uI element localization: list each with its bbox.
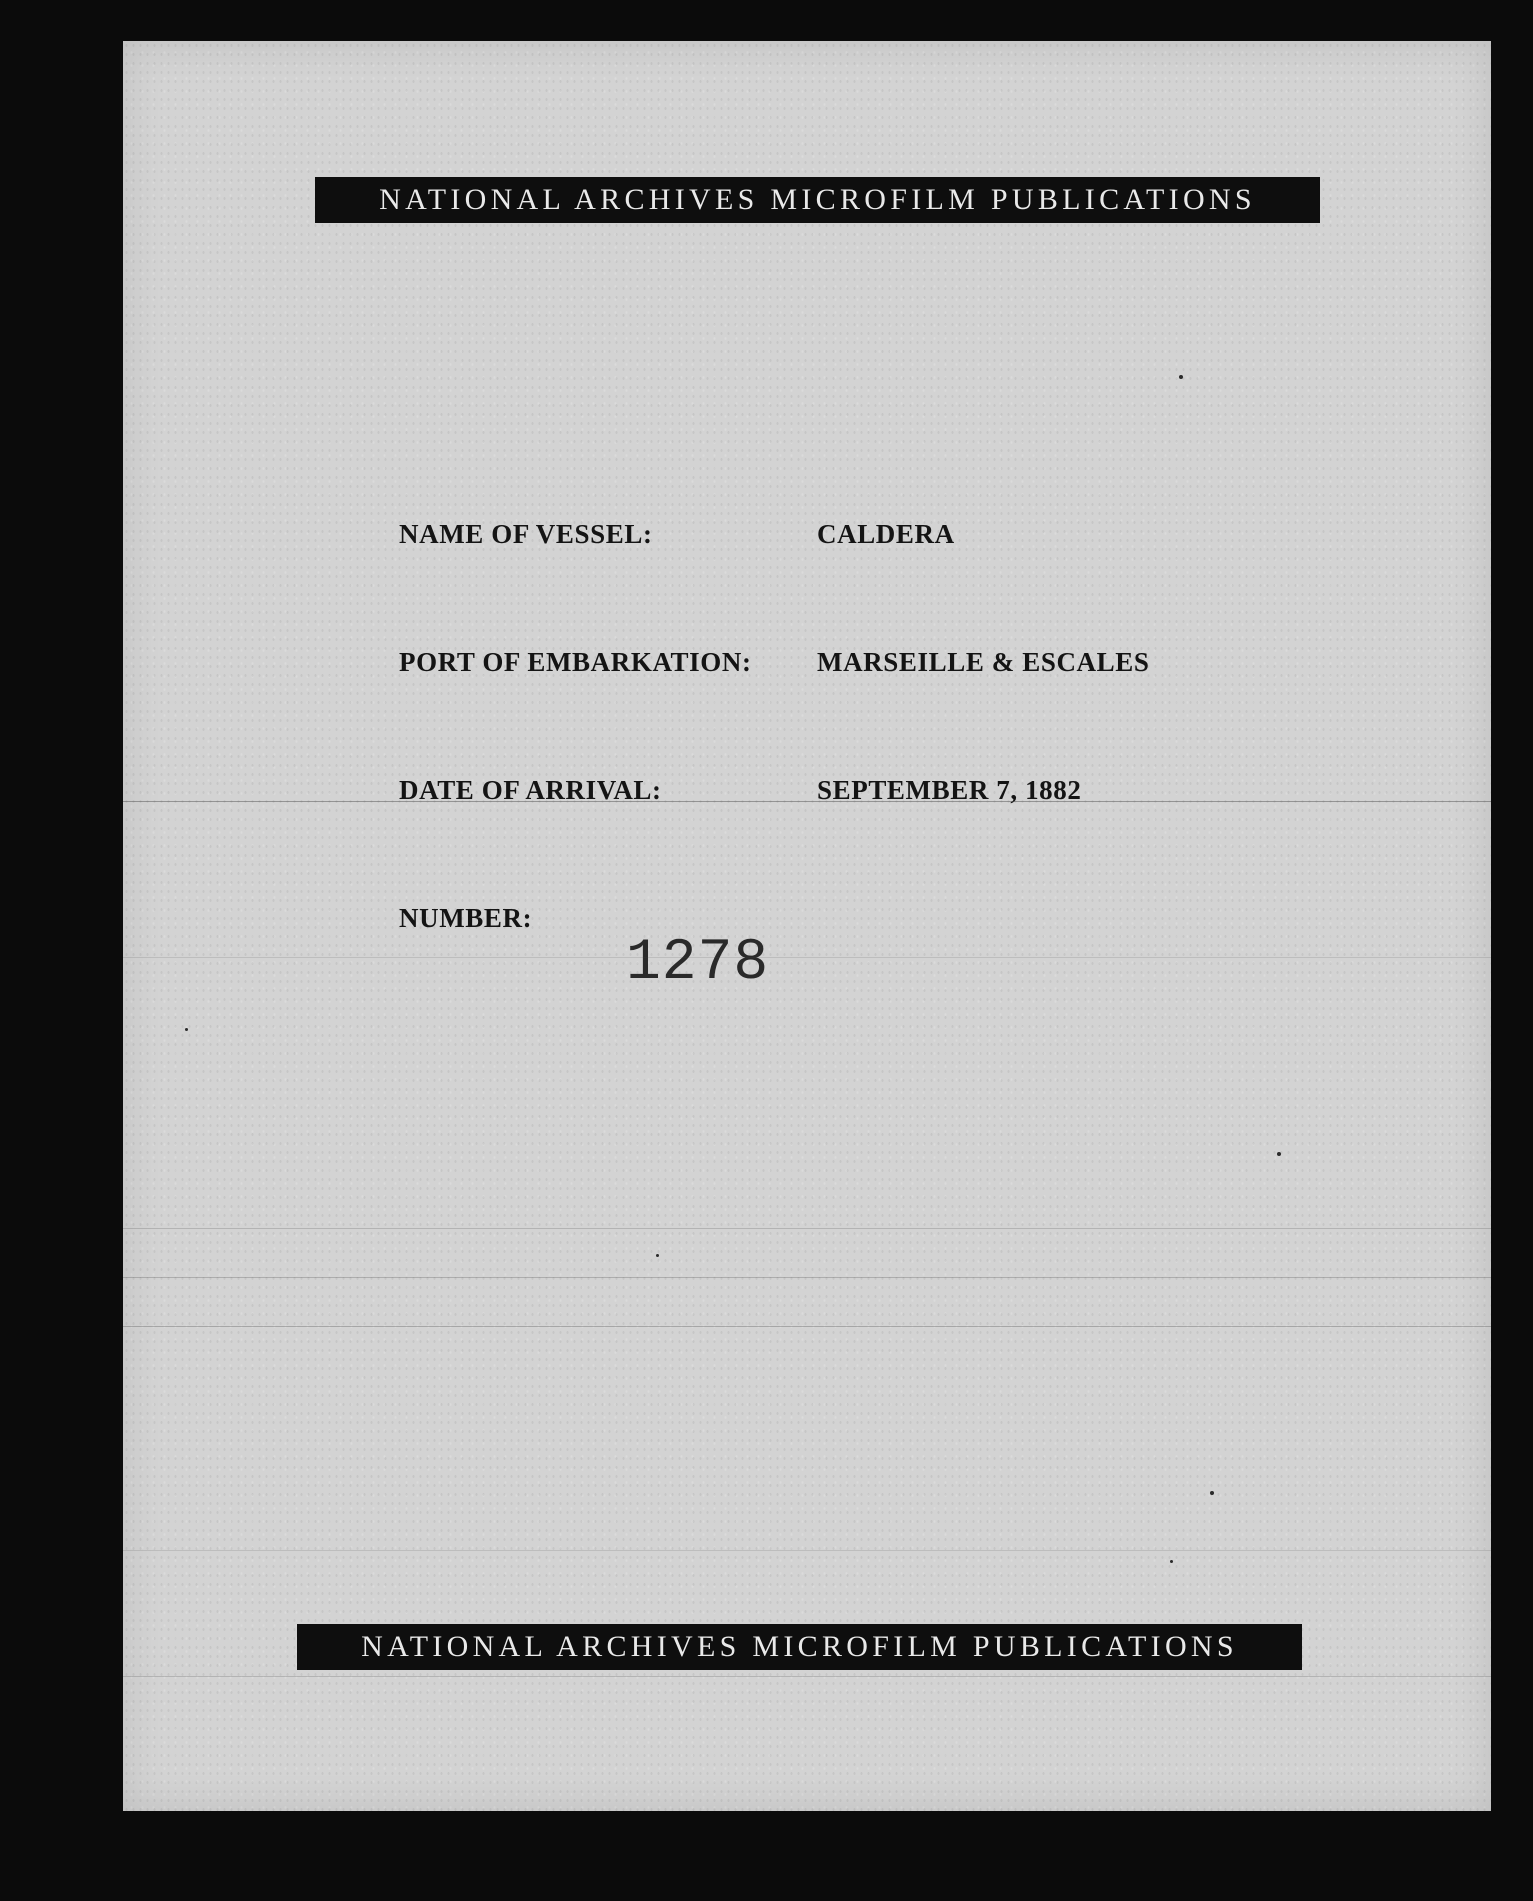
number-label: NUMBER: [399, 903, 533, 933]
date-value: SEPTEMBER 7, 1882 [817, 775, 1082, 805]
dust-speck [1277, 1152, 1281, 1156]
port-value: MARSEILLE & ESCALES [817, 647, 1150, 677]
scan-line [123, 801, 1491, 802]
scan-line [123, 1326, 1491, 1327]
dust-speck [1179, 375, 1183, 379]
footer-banner: NATIONAL ARCHIVES MICROFILM PUBLICATIONS [297, 1624, 1302, 1670]
dust-speck [656, 1254, 659, 1257]
port-label: PORT OF EMBARKATION: [399, 647, 752, 677]
vessel-value: CALDERA [817, 519, 955, 549]
header-banner: NATIONAL ARCHIVES MICROFILM PUBLICATIONS [315, 177, 1320, 223]
number-value: 1278 [626, 931, 770, 996]
dust-speck [185, 1028, 188, 1031]
scan-line [123, 1228, 1491, 1229]
scan-line [123, 957, 1491, 958]
date-label: DATE OF ARRIVAL: [399, 775, 662, 805]
scan-line [123, 1277, 1491, 1278]
scan-line [123, 1550, 1491, 1551]
document-sheet [123, 41, 1491, 1811]
dust-speck [1170, 1560, 1173, 1563]
vessel-label: NAME OF VESSEL: [399, 519, 653, 549]
scan-line [123, 1676, 1491, 1677]
dust-speck [1210, 1491, 1214, 1495]
